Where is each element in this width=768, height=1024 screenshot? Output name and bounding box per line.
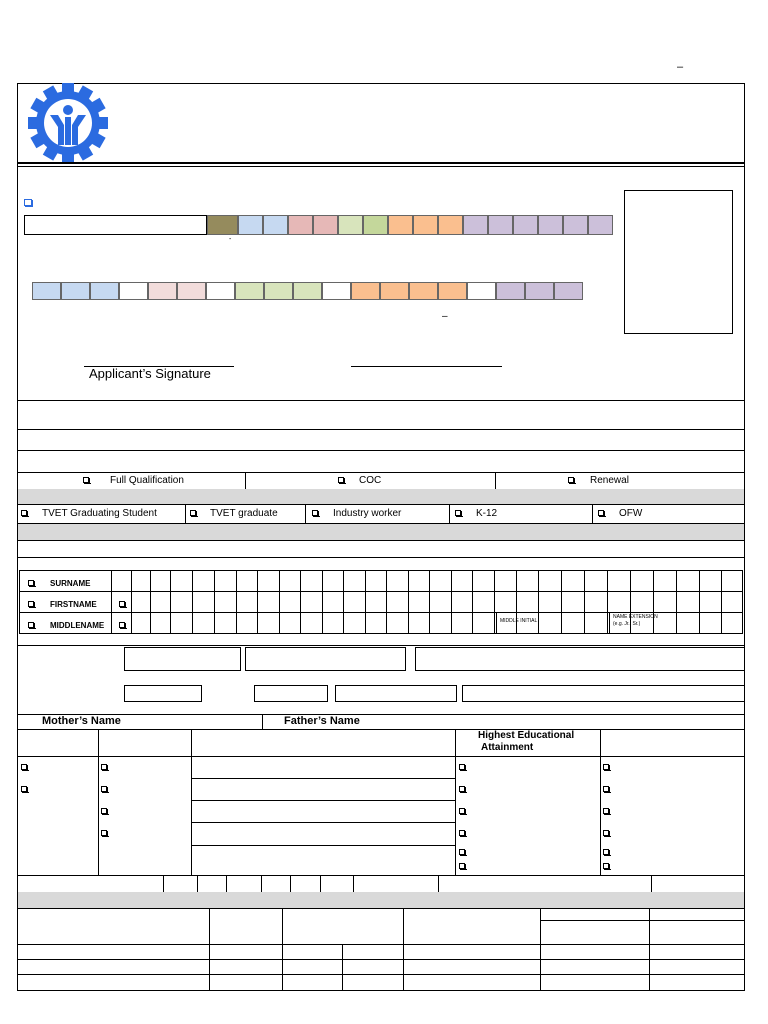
strip-cell[interactable]	[206, 282, 235, 300]
strip-cell[interactable]	[409, 282, 438, 300]
cell-divider	[185, 504, 186, 523]
name-grid-divider	[236, 570, 237, 634]
row-divider	[191, 800, 455, 801]
strip-cell[interactable]	[554, 282, 583, 300]
strip-cell[interactable]	[322, 282, 351, 300]
cell-divider	[163, 875, 164, 892]
name-grid-divider	[170, 570, 171, 634]
classification-checkbox[interactable]	[603, 764, 609, 770]
strip-cell[interactable]	[363, 215, 388, 235]
strip-cell[interactable]	[538, 215, 563, 235]
strip-cell[interactable]	[513, 215, 538, 235]
address-field-5[interactable]	[254, 685, 328, 702]
industry-worker-label: Industry worker	[333, 508, 402, 519]
strip-cell[interactable]	[388, 215, 413, 235]
strip-cell[interactable]	[61, 282, 90, 300]
corner-mark: –	[677, 61, 684, 73]
address-field-4[interactable]	[124, 685, 202, 702]
header-rule-thin	[17, 166, 745, 167]
strip-cell[interactable]	[90, 282, 119, 300]
name-grid-divider	[699, 570, 700, 634]
name-grid-divider	[472, 570, 473, 634]
row-divider	[17, 645, 745, 646]
coc-checkbox[interactable]	[338, 477, 344, 483]
row-divider	[17, 557, 745, 558]
name-grid-divider	[561, 570, 562, 634]
name-grid-divider	[538, 570, 539, 634]
name-grid-divider	[516, 570, 517, 634]
education-checkbox[interactable]	[459, 786, 465, 792]
row-divider	[191, 778, 455, 779]
cell-divider	[261, 875, 262, 892]
strip-dash-mark: -	[229, 236, 232, 243]
row-divider	[17, 472, 745, 473]
full-qualification-checkbox[interactable]	[83, 477, 89, 483]
tvet-graduating-label: TVET Graduating Student	[42, 508, 157, 519]
classification-checkbox[interactable]	[603, 830, 609, 836]
strip-cell[interactable]	[413, 215, 438, 235]
row-divider	[17, 429, 745, 430]
cell-divider	[111, 570, 112, 634]
row-divider	[17, 944, 745, 945]
strip-cell[interactable]	[32, 282, 61, 300]
row-divider	[191, 822, 455, 823]
cell-divider	[651, 875, 652, 892]
name-grid-divider	[721, 570, 722, 634]
strip-cell[interactable]	[288, 215, 313, 235]
classification-checkbox[interactable]	[603, 786, 609, 792]
strip-cell[interactable]	[463, 215, 488, 235]
cell-divider	[305, 504, 306, 523]
education-checkbox[interactable]	[459, 830, 465, 836]
photo-box[interactable]	[624, 190, 733, 334]
strip-cell[interactable]	[238, 215, 263, 235]
row-divider	[17, 714, 745, 715]
employment-checkbox[interactable]	[101, 830, 107, 836]
surname-checkbox[interactable]	[28, 580, 34, 586]
address-field-3[interactable]	[415, 647, 745, 671]
address-field-6[interactable]	[335, 685, 457, 702]
strip-cell[interactable]	[467, 282, 496, 300]
strip-cell[interactable]	[525, 282, 554, 300]
name-grid-divider	[365, 570, 366, 634]
employment-checkbox[interactable]	[101, 786, 107, 792]
row-divider	[17, 875, 745, 876]
cell-divider	[209, 908, 210, 991]
name-extension-label: NAME EXTENSION	[613, 614, 658, 620]
row-divider	[17, 450, 745, 451]
gear-teeth	[28, 83, 108, 163]
name-grid-divider	[150, 570, 151, 634]
strip2-dash-mark: –	[442, 311, 448, 322]
employment-checkbox[interactable]	[101, 764, 107, 770]
ofw-label: OFW	[619, 508, 643, 519]
row-divider	[17, 959, 745, 960]
name-grid-divider	[584, 570, 585, 634]
cell-divider	[262, 714, 263, 729]
education-checkbox[interactable]	[459, 863, 465, 869]
blue-checkbox-icon[interactable]	[24, 199, 32, 206]
date-line	[351, 366, 502, 367]
cell-divider	[191, 729, 192, 875]
education-checkbox[interactable]	[459, 808, 465, 814]
name-grid-divider	[214, 570, 215, 634]
education-checkbox[interactable]	[459, 849, 465, 855]
strip-cell[interactable]	[24, 215, 207, 235]
strip-cell[interactable]	[177, 282, 206, 300]
name-grid-divider	[192, 570, 193, 634]
row-divider	[17, 400, 745, 401]
name-grid-divider	[451, 570, 452, 634]
strip-cell[interactable]	[119, 282, 148, 300]
name-grid-divider	[653, 570, 654, 634]
cell-divider	[403, 908, 404, 991]
name-grid-divider	[343, 570, 344, 634]
strip-cell[interactable]	[207, 215, 238, 235]
coc-label: COC	[359, 475, 382, 486]
section-header-bar	[18, 489, 744, 504]
firstname-label: FIRSTNAME	[50, 600, 97, 609]
name-grid-divider	[429, 570, 430, 634]
row-divider	[17, 729, 745, 730]
tvet-graduate-label: TVET graduate	[210, 508, 278, 519]
cell-divider	[282, 908, 283, 991]
strip-cell[interactable]	[563, 215, 588, 235]
tvet-graduating-checkbox[interactable]	[21, 510, 27, 516]
strip-cell[interactable]	[380, 282, 409, 300]
cell-divider	[320, 875, 321, 892]
cell-divider	[226, 875, 227, 892]
strip-cell[interactable]	[263, 215, 288, 235]
name-grid-divider	[630, 570, 631, 634]
middlename-checkbox[interactable]	[28, 622, 34, 628]
cell-divider	[290, 875, 291, 892]
name-grid-divider	[300, 570, 301, 634]
employment-checkbox[interactable]	[101, 808, 107, 814]
row-divider	[17, 504, 745, 505]
firstname-checkbox[interactable]	[28, 601, 34, 607]
classification-checkbox[interactable]	[603, 849, 609, 855]
firstname-inner-checkbox[interactable]	[119, 601, 125, 607]
strip-cell[interactable]	[148, 282, 177, 300]
strip-cell[interactable]	[438, 282, 467, 300]
cell-divider	[449, 504, 450, 523]
surname-label: SURNAME	[50, 579, 91, 588]
strip-cell[interactable]	[588, 215, 613, 235]
row-divider	[17, 974, 745, 975]
civil-status-checkbox[interactable]	[21, 786, 27, 792]
name-extension-example: (e.g. Jr., Sr.)	[613, 621, 641, 627]
strip-cell[interactable]	[338, 215, 363, 235]
strip-cell[interactable]	[351, 282, 380, 300]
row-divider	[17, 756, 745, 757]
row-divider	[191, 845, 455, 846]
cell-divider	[592, 504, 593, 523]
education-checkbox[interactable]	[459, 764, 465, 770]
strip-cell[interactable]	[313, 215, 338, 235]
name-grid-divider	[386, 570, 387, 634]
row-divider	[17, 908, 745, 909]
name-grid-divider	[279, 570, 280, 634]
civil-status-checkbox[interactable]	[21, 764, 27, 770]
strip-cell[interactable]	[488, 215, 513, 235]
name-grid-divider	[676, 570, 677, 634]
cell-divider	[495, 472, 496, 489]
strip-cell[interactable]	[496, 282, 525, 300]
header-rule	[17, 162, 745, 164]
education-title: Highest Educational	[478, 730, 575, 741]
k12-checkbox[interactable]	[455, 510, 461, 516]
k12-label: K-12	[476, 508, 498, 519]
cell-divider	[455, 729, 456, 875]
row-divider	[19, 591, 743, 592]
full-qualification-label: Full Qualification	[110, 475, 184, 486]
row-divider	[17, 540, 745, 541]
name-grid-divider	[131, 570, 132, 634]
cell-divider	[245, 472, 246, 489]
section-header-bar	[18, 524, 744, 540]
address-field-7[interactable]	[462, 685, 745, 702]
address-field-2[interactable]	[245, 647, 406, 671]
cell-divider	[342, 944, 343, 991]
classification-checkbox[interactable]	[603, 863, 609, 869]
classification-checkbox[interactable]	[603, 808, 609, 814]
gear-logo-icon	[26, 82, 110, 164]
row-divider	[540, 920, 745, 921]
fathers-name-label: Father’s Name	[284, 715, 360, 727]
ofw-checkbox[interactable]	[598, 510, 604, 516]
renewal-checkbox[interactable]	[568, 477, 574, 483]
address-field-1[interactable]	[124, 647, 241, 671]
middlename-inner-checkbox[interactable]	[119, 622, 125, 628]
middlename-label: MIDDLENAME	[50, 621, 105, 630]
renewal-label: Renewal	[590, 475, 629, 486]
section-header-bar	[18, 892, 744, 908]
strip-cell[interactable]	[264, 282, 293, 300]
cell-divider	[600, 729, 601, 875]
cell-divider	[438, 875, 439, 892]
mothers-name-label: Mother’s Name	[42, 715, 121, 727]
tvet-graduate-checkbox[interactable]	[190, 510, 196, 516]
name-grid-divider	[494, 570, 495, 634]
strip-cell[interactable]	[438, 215, 463, 235]
name-grid-divider	[607, 570, 608, 634]
name-grid-divider	[257, 570, 258, 634]
education-title-line2: Attainment	[481, 742, 534, 753]
strip-cell[interactable]	[235, 282, 264, 300]
cell-divider	[197, 875, 198, 892]
industry-worker-checkbox[interactable]	[312, 510, 318, 516]
signature-label: Applicant’s Signature	[89, 366, 211, 381]
strip-cell[interactable]	[293, 282, 322, 300]
cell-divider	[353, 875, 354, 892]
name-grid-divider	[322, 570, 323, 634]
name-grid-divider	[408, 570, 409, 634]
middle-initial-label: MIDDLE INITIAL	[500, 618, 538, 624]
cell-divider	[98, 729, 99, 875]
